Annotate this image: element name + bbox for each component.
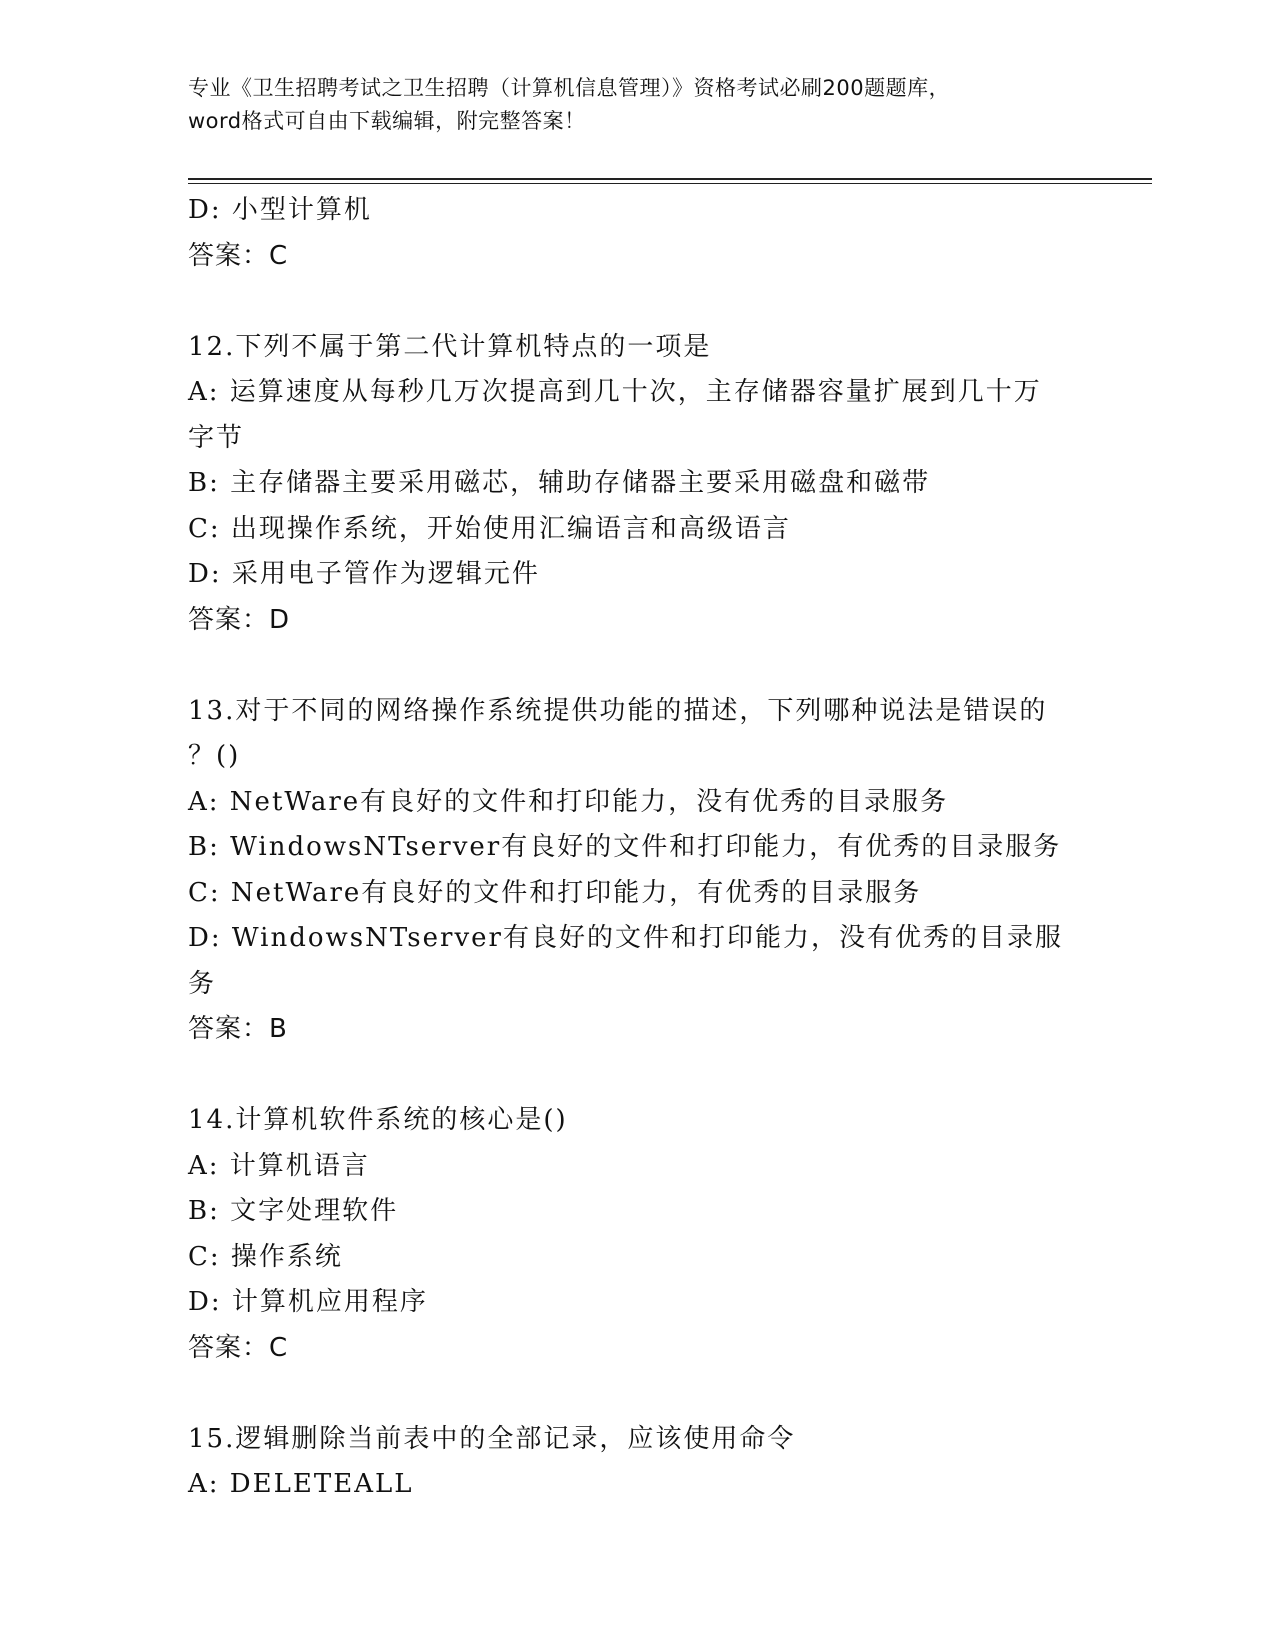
answer: 答案：C <box>188 1332 289 1363</box>
question-text: 15.逻辑删除当前表中的全部记录，应该使用命令 <box>188 1423 796 1454</box>
option-d: D: 采用电子管作为逻辑元件 <box>188 559 540 589</box>
header-title-line-1: 专业《卫生招聘考试之卫生招聘（计算机信息管理）》资格考试必刷200题题库， <box>188 76 951 100</box>
block-spacer <box>188 643 1088 689</box>
question-text: 13.对于不同的网络操作系统提供功能的描述，下列哪种说法是错误的 <box>188 695 1048 726</box>
option-b: B: 主存储器主要采用磁芯，辅助存储器主要采用磁盘和磁带 <box>188 468 931 498</box>
question-content <box>188 188 1088 1508</box>
option-d: D: 计算机应用程序 <box>188 1287 428 1317</box>
option-c: C: NetWare有良好的文件和打印能力，有优秀的目录服务 <box>188 877 922 908</box>
block-spacer <box>188 1371 1088 1417</box>
option-a: A: 运算速度从每秒几万次提高到几十次，主存储器容量扩展到几十万 <box>188 377 1042 407</box>
question-block-15 <box>188 1417 1088 1508</box>
option-b: B: 文字处理软件 <box>188 1196 399 1226</box>
option-a-continued: 字节 <box>188 422 245 453</box>
option-c: C: 出现操作系统，开始使用汇编语言和高级语言 <box>188 513 791 544</box>
question-text: 14.计算机软件系统的核心是() <box>188 1105 568 1135</box>
page-header <box>188 72 1088 138</box>
question-block-previous <box>188 188 1088 279</box>
block-spacer <box>188 279 1088 325</box>
option-a: A: DELETEALL <box>188 1469 414 1499</box>
block-spacer <box>188 1053 1088 1099</box>
question-text: 12.下列不属于第二代计算机特点的一项是 <box>188 331 712 362</box>
answer: 答案：B <box>188 1014 288 1044</box>
option-d: D: 小型计算机 <box>188 195 372 225</box>
header-divider-thick <box>188 178 1152 180</box>
option-d: D: WindowsNTserver有良好的文件和打印能力，没有优秀的目录服务 <box>188 923 1063 999</box>
question-block-12 <box>188 325 1088 644</box>
question-block-13 <box>188 689 1088 1053</box>
option-a: A: NetWare有良好的文件和打印能力，没有优秀的目录服务 <box>188 786 949 817</box>
answer: 答案：D <box>188 604 291 635</box>
option-b: B: WindowsNTserver有良好的文件和打印能力，有优秀的目录服务 <box>188 832 1062 862</box>
answer: 答案：C <box>188 240 289 271</box>
header-title-line-2: word格式可自由下载编辑，附完整答案！ <box>188 109 586 133</box>
option-c: C: 操作系统 <box>188 1241 343 1272</box>
header-divider-thin <box>188 183 1152 184</box>
option-a: A: 计算机语言 <box>188 1150 370 1181</box>
question-text-continued: ？() <box>188 741 241 771</box>
question-block-14 <box>188 1098 1088 1371</box>
